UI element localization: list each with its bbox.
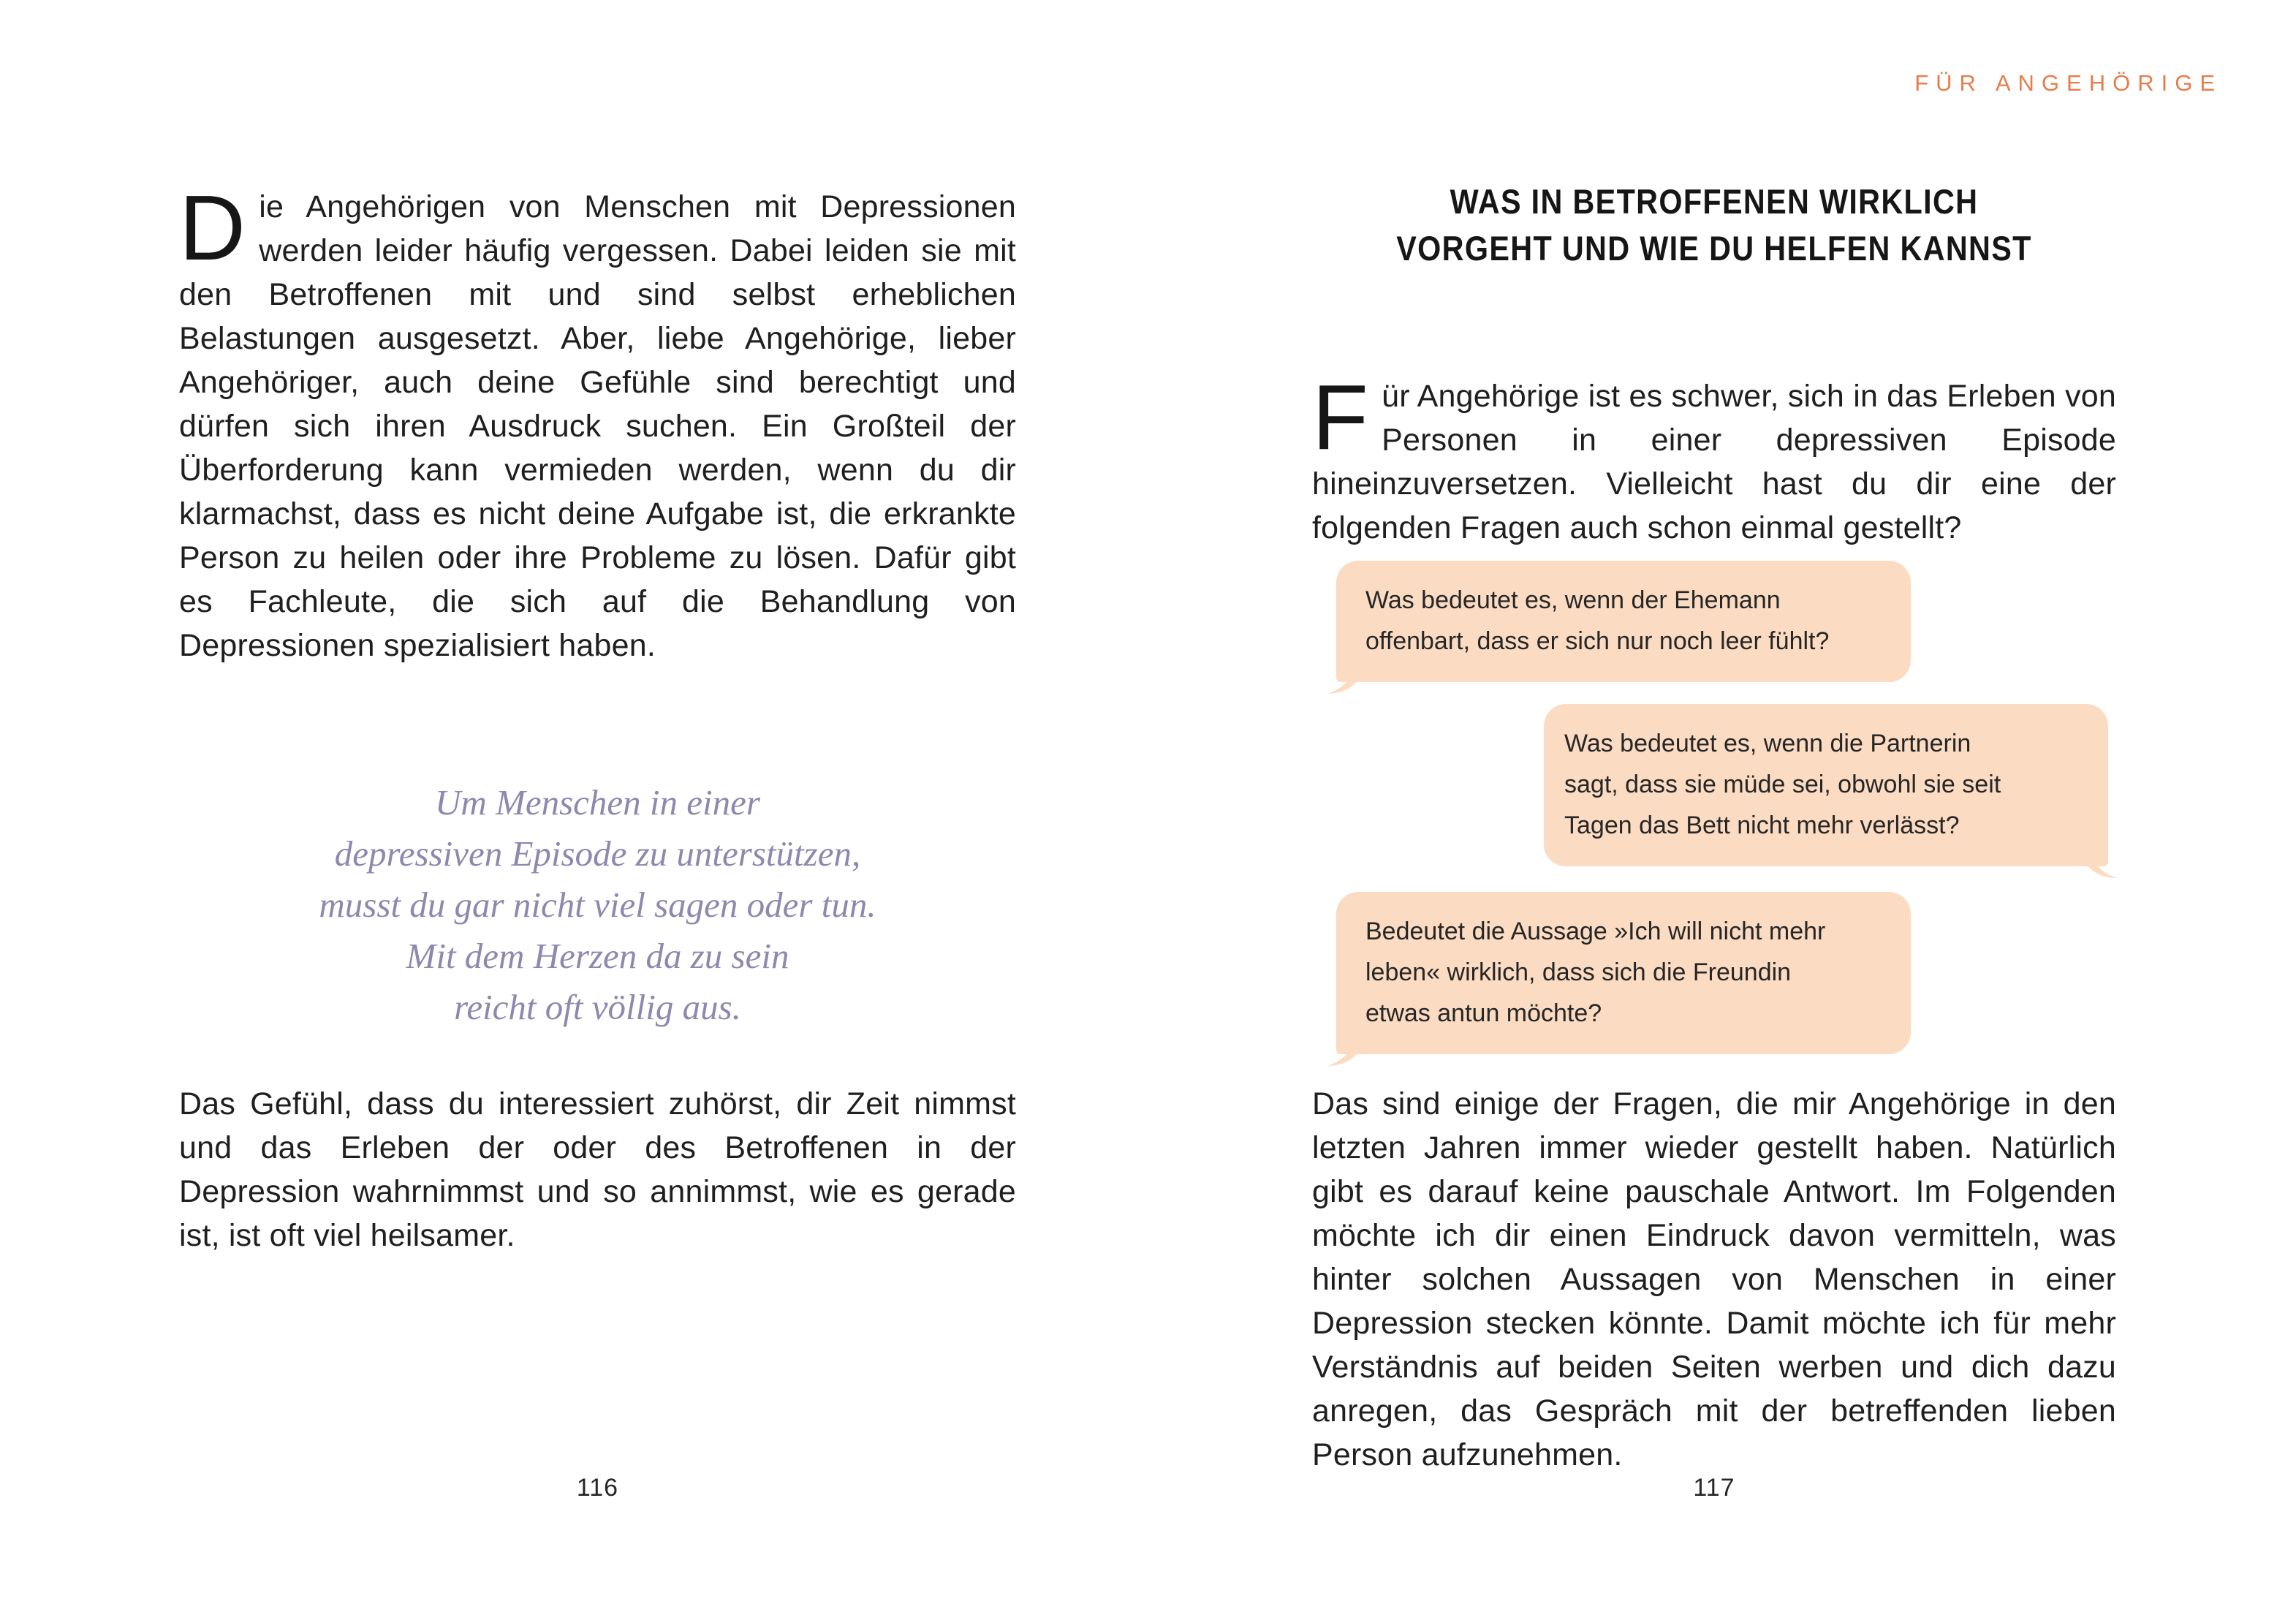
speech-bubble-2 [1544,704,2108,866]
bubble-text-line: offenbart, dass er sich nur noch leer fühlt? [1365,627,1830,655]
left-paragraph-1 [179,176,1016,667]
pull-quote-line: depressiven Episode zu unterstützen, [334,833,861,874]
speech-bubble-3 [1336,892,1911,1054]
bubble-text-line: Bedeutet die Aussage »Ich will nicht mehr [1365,918,1826,945]
dropcap-letter-d: D [179,176,246,279]
bubble-text-line: etwas antun möchte? [1365,999,1602,1027]
bubble-text-line: leben« wirklich, dass sich die Freundin [1365,958,1792,986]
bubble-tail-icon [1327,1031,1364,1066]
left-paragraph-2 [179,1082,1016,1257]
page-number-right: 117 [1693,1474,1735,1502]
bubble-tail-icon [1327,659,1364,694]
bubble-text-line: Was bedeutet es, wenn der Ehemann [1365,586,1781,614]
pull-quote-line: Mit dem Herzen da zu sein [406,936,789,976]
chapter-heading [1360,178,2068,272]
pull-quote [179,777,1016,1033]
chapter-heading-line: VORGEHT UND WIE DU HELFEN KANNST [1396,229,2032,268]
speech-bubble-1 [1336,561,1911,682]
paragraph-text: ür Angehörige ist es schwer, sich in das Erleben von Personen in einer depressiven Episode hineinzuversetzen. Vielleicht hast du dir eine der folgenden Fragen auch schon einmal gestellt? [1312,379,2116,545]
pull-quote-line: Um Menschen in einer [435,782,760,822]
pull-quote-line: musst du gar nicht viel sagen oder tun. [319,885,876,925]
bubble-tail-icon [2080,843,2117,878]
running-head: FÜR ANGEHÖRIGE [1914,70,2222,96]
paragraph-text: Das Gefühl, dass du interessiert zuhörst, dir Zeit nimmst und das Erleben der oder des Betroffenen in der Depression wahrnimmst und so annimmst, wie es gerade ist, ist oft viel heilsamer. [179,1086,1016,1253]
paragraph-text: Das sind einige der Fragen, die mir Angehörige in den letzten Jahren immer wieder gestellt haben. Natürlich gibt es darauf keine pauschale Antwort. Im Folgenden möchte ich dir einen Eindruck davon vermitteln, was hinter solchen Aussagen von Menschen in einer Depression stecken könnte. Damit möchte ich für mehr Verständnis auf beiden Seiten werben und dich dazu anregen, das Gespräch mit der betreffenden lieben Person aufzunehmen. [1312,1086,2116,1472]
pull-quote-line: reicht oft völlig aus. [454,987,741,1027]
dropcap-letter-f: F [1312,366,1369,469]
paragraph-text: ie Angehörigen von Menschen mit Depressionen werden leider häufig vergessen. Dabei leiden sie mit den Betroffenen mit und sind selbst erheblichen Belastungen ausgesetzt. Aber, liebe Angehörige, lieber Angehöriger, auch deine Gefühle sind berechtigt und dürfen sich ihren Ausdruck suchen. Ein Großteil der Überforderung kann vermieden werden, wenn du dir klarmachst, dass es nicht deine Aufgabe ist, die erkrankte Person zu heilen oder ihre Probleme zu lösen. Dafür gibt es Fachleute, die sich auf die Behandlung von Depressionen spezialisiert haben. [179,189,1016,663]
page-number-left: 116 [576,1474,619,1502]
right-paragraph-1 [1312,366,2116,550]
bubble-text-line: Tagen das Bett nicht mehr verlässt? [1564,812,1960,839]
bubble-text-line: sagt, dass sie müde sei, obwohl sie seit [1564,771,2001,798]
right-paragraph-2 [1312,1082,2116,1477]
chapter-heading-line: WAS IN BETROFFENEN WIRKLICH [1450,182,1979,221]
bubble-text-line: Was bedeutet es, wenn die Partnerin [1564,730,1971,757]
